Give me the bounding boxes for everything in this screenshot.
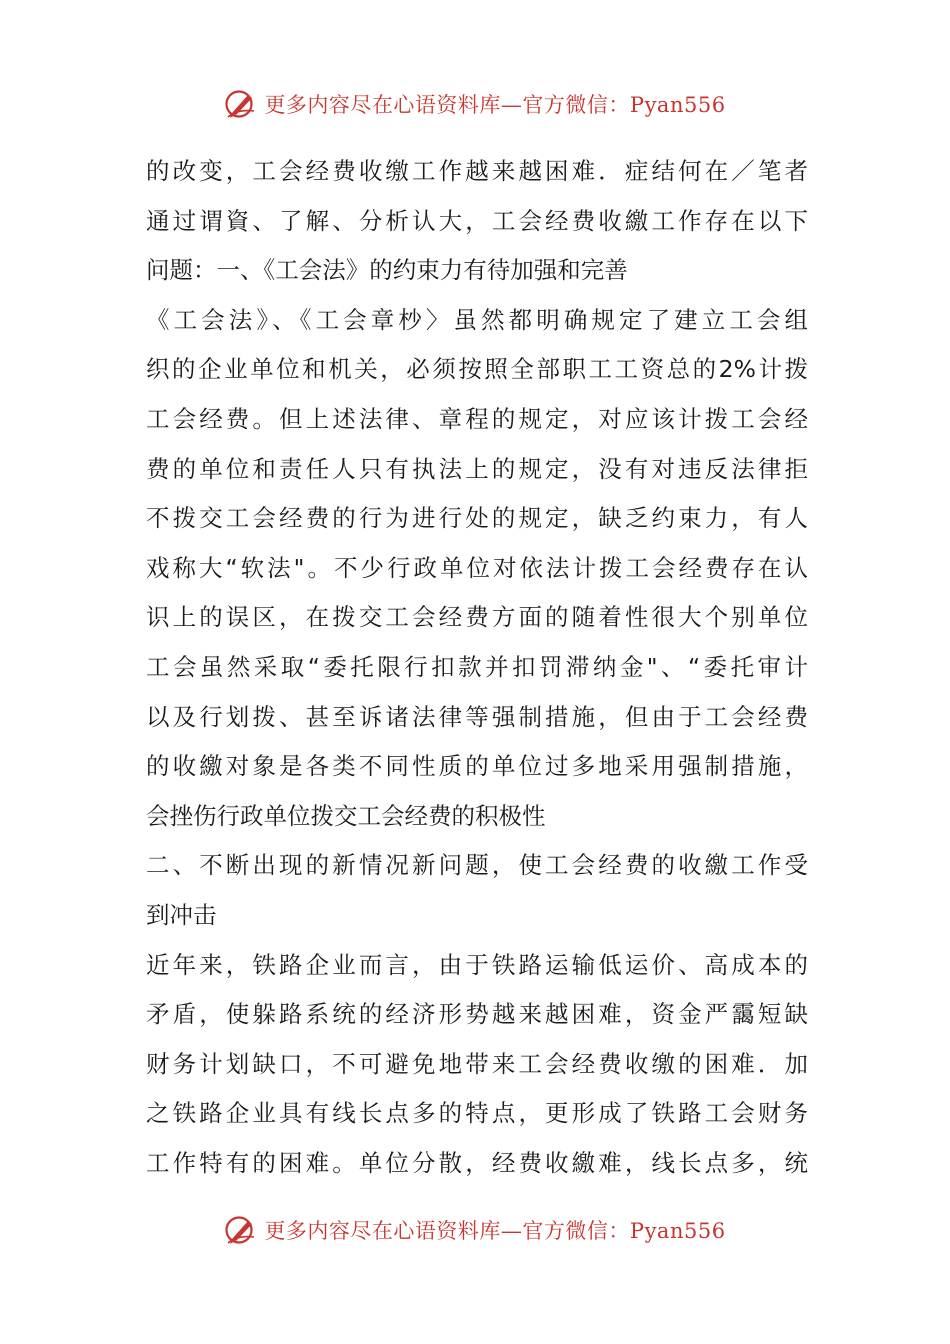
header-banner-text: 更多内容尽在心语资料库—官方微信：Pyan556 bbox=[264, 93, 726, 117]
pen-logo-icon bbox=[224, 1213, 258, 1247]
text-line: 戏称大“软法"。不少行政单位对依法计拨工会经费存在认 bbox=[146, 553, 808, 582]
text-line: 工会经费。但上述法律、章程的规定，对应该计拨工会经 bbox=[146, 404, 808, 433]
text-line: 通过谓資、了解、分析认大，工会经费收繳工作存在以下 bbox=[146, 206, 808, 235]
text-line: 不拨交工会经费的行为进行处的规定，缺乏约束力，有人 bbox=[146, 504, 808, 533]
text-line: 识上的误区，在拨交工会经费方面的随着性很大个别单位 bbox=[146, 603, 808, 632]
footer-banner-text: 更多内容尽在心语资料库—官方微信：Pyan556 bbox=[264, 1219, 726, 1243]
text-line: 到冲击 bbox=[146, 900, 217, 929]
text-line: 近年来，铁路企业而言，由于铁路运输低运价、高成本的 bbox=[146, 950, 808, 979]
text-line: 织的企业单位和机关，必须按照全部职工工资总的2%计拨 bbox=[146, 355, 808, 384]
text-line: 财务计划缺口，不可避免地带来工会经费收缴的困难．加 bbox=[146, 1049, 808, 1078]
text-line: 的收繳对象是各类不同性质的单位过多地采用强制措施， bbox=[146, 752, 808, 781]
text-line: 以及行划拨、甚至诉诸法律等强制措施，但由于工会经费 bbox=[146, 702, 808, 731]
text-line: 工会虽然采取“委托限行扣款并扣罚滞纳金"、“委托审计 bbox=[146, 652, 808, 681]
text-line: 的改变，工会经费收缴工作越来越困难．症结何在／笔者 bbox=[146, 157, 808, 185]
footer-banner bbox=[0, 1210, 950, 1250]
text-line: 会挫伤行政单位拨交工会经费的积极性 bbox=[146, 801, 546, 830]
text-line: 矛盾，使躲路系统的经济形势越来越困难，资金严靄短缺 bbox=[146, 1000, 808, 1029]
document-body bbox=[146, 147, 808, 1188]
text-line: 问题：一、《工会法》的约束力有待加强和完善 bbox=[146, 256, 628, 285]
text-line: 之铁路企业具有线长点多的特点，更形成了铁路工会财务 bbox=[146, 1099, 808, 1128]
pen-logo-icon bbox=[224, 87, 258, 121]
text-line: 工作特有的困难。单位分散，经费收繳难，线长点多，统 bbox=[146, 1148, 808, 1177]
text-line: 费的单位和责任人只有执法上的规定，没有对违反法律拒 bbox=[146, 454, 808, 483]
header-banner bbox=[0, 84, 950, 124]
text-line: 二、不断出现的新情况新问题，使工会经费的收繳工作受 bbox=[146, 851, 808, 880]
text-line: 《工会法》、《工会章杪〉虽然都明确规定了建立工会组 bbox=[146, 305, 808, 334]
